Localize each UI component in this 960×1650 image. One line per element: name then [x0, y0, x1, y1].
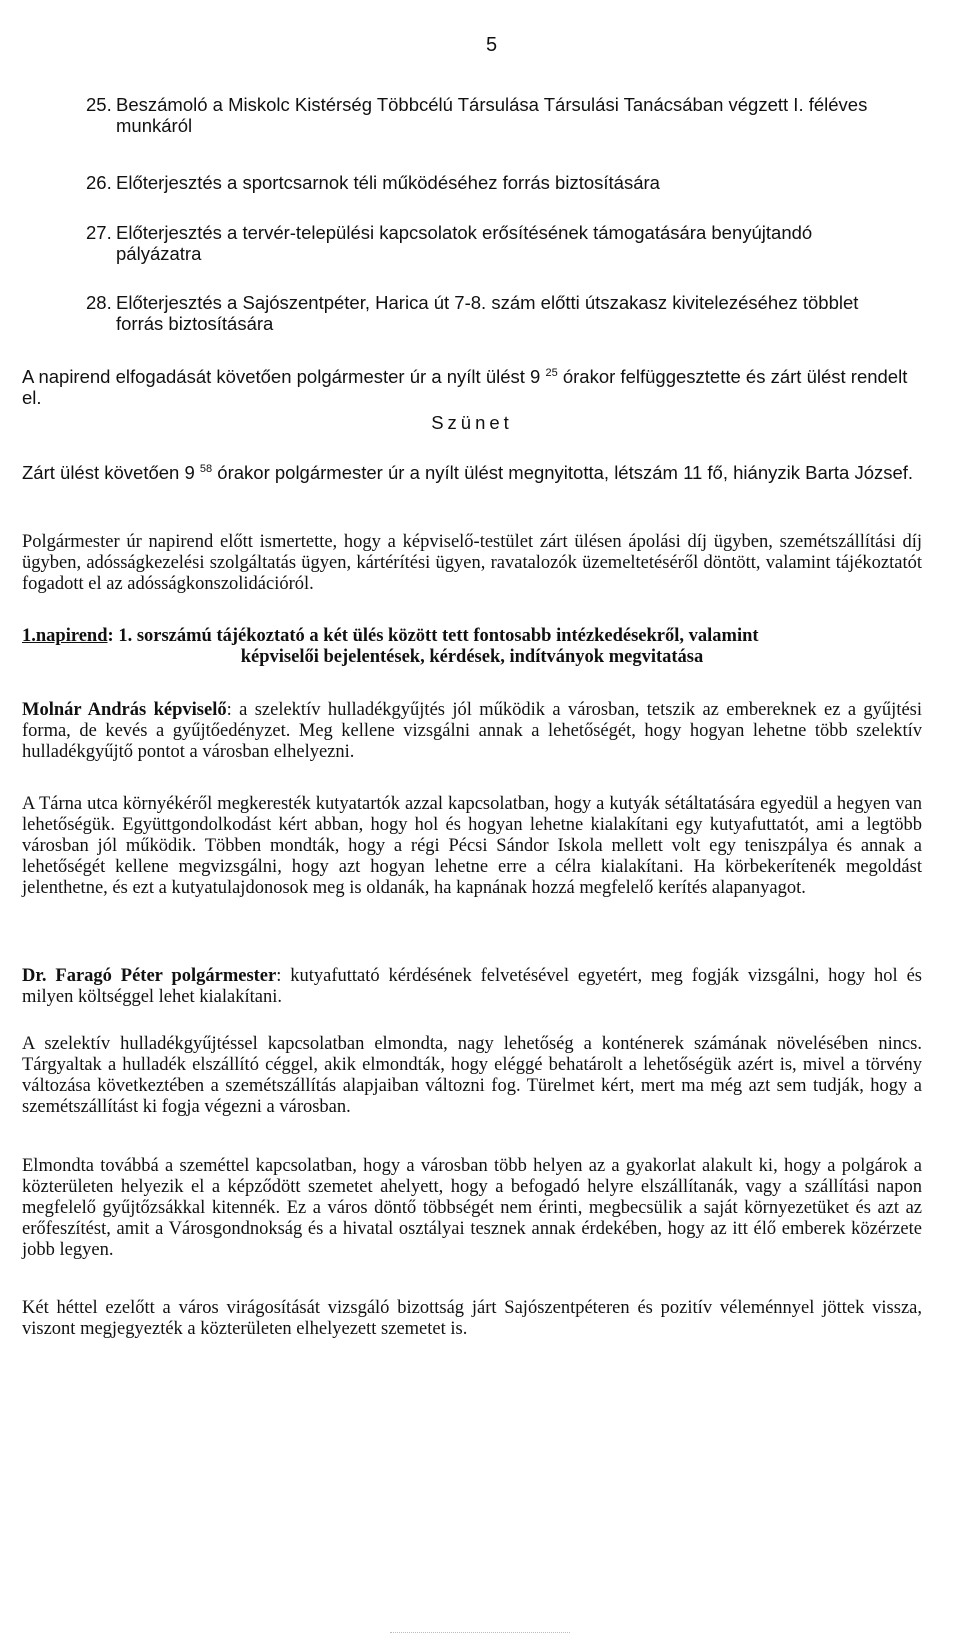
paragraph-tarna — [22, 794, 922, 899]
agenda-item-text: Beszámoló a Miskolc Kistérség Többcélú Társulása Társulási Tanácsában végzett I. féléves — [116, 94, 868, 115]
recess-text-before: A napirend elfogadását követően polgármester úr a nyílt ülést 9 — [22, 366, 541, 387]
paragraph-flower-committee — [22, 1298, 922, 1340]
agenda-item-text: Előterjesztés a Sajószentpéter, Harica út 7-8. szám előtti útszakasz kivitelezéséhez többlet — [116, 292, 859, 313]
paragraph-text: Két héttel ezelőtt a város virágosítását vizsgáló bizottság járt Sajószentpéteren és pozitív véleménnyel jöttek vissza, viszont megjegyezték a közterületen elhelyezett szemetet is. — [22, 1298, 922, 1339]
reopen-paragraph — [22, 462, 922, 483]
agenda-heading — [22, 626, 922, 668]
agenda-heading-label: 1.napirend — [22, 626, 108, 646]
agenda-item-text-continued: forrás biztosítására — [116, 313, 274, 334]
paragraph-text: Elmondta továbbá a szeméttel kapcsolatban, hogy a városban több helyen az a gyakorlat alakult ki, hogy a polgárok a közterületen helyezik el a képződött szemetet ahelyett, hogy a befogadó helyre elszállítanák, vagy a szállítási napon megfelelő gyűjtőzsákkal kitennék. Ez a város döntő többségét nem érinti, megbecsülik a saját környezetüket és azt az erőfeszítést, amit a Városgondnokság és a hivatal osztályai tesznek annak érdekében, hogy az itt élő emberek közérzete jobb legyen. — [22, 1156, 922, 1260]
agenda-heading-title: 1. sorszámú tájékoztató a két ülés között tett fontosabb intézkedésekről, valamint — [118, 626, 759, 646]
scan-artifact-divider — [390, 1632, 570, 1633]
agenda-item-number: 28. — [86, 292, 112, 313]
paragraph-text: A Tárna utca környékéről megkeresték kutyatartók azzal kapcsolatban, hogy a kutyák sétáltatására egyedül a hegyen van lehetőségük. Együttgondolkodást kért abban, hogy hol és hogyan lehetne kialakítani egy kutyafuttatót, ami a legtöbb városban jól működik. Többen mondták, hogy a régi Pécsi Sándor Iskola mellett volt egy teniszpálya és annak a lehetőségét kellene megvizsgálni, hogy azt hogyan lehetne erre a célra kialakítani. Ha körbekerítenék megoldást jelenthetne, és ezt a kutyatulajdonosok meg is oldanák, ha kapnának hozzá megfelelő kerítés alapanyagot. — [22, 794, 922, 898]
speaker-name: Molnár András képviselő — [22, 700, 227, 720]
paragraph-farago — [22, 966, 922, 1008]
paragraph-garbage — [22, 1156, 922, 1261]
paragraph-molnar — [22, 700, 922, 763]
agenda-item-text-continued: munkáról — [116, 115, 193, 136]
recess-time-minutes: 25 — [545, 366, 558, 379]
recess-paragraph — [22, 366, 922, 408]
reopen-time-minutes: 58 — [199, 462, 213, 475]
agenda-item-text-continued: pályázatra — [116, 243, 202, 264]
closed-session-summary: Polgármester úr napirend előtt ismertette, hogy a képviselő-testület zárt ülésen ápolási díj ügyben, szemétszállítási díj ügyben, adósságkezelési szolgáltatás ügyen, kártérítési ügyen, ravatalozók üzemeltetéséről döntött, valamint tájékoztatót fogadott el az adósságkonszolidációról. — [22, 532, 922, 594]
speaker-name: Dr. Faragó Péter polgármester — [22, 966, 277, 986]
paragraph-text: A szelektív hulladékgyűjtéssel kapcsolatban elmondta, nagy lehetőség a konténerek számának növelésében nincs. Tárgyaltak a hulladék elszállító céggel, akik elmondták, hogy eléggé behatárolt a lehetőségük azért is, mivel a törvény változása következtében a szemétszállítás alapjaiban változni fog. Türelmet kért, mert ma még azt sem tudják, hogy a szemétszállítást ki fogja végezni a városban. — [22, 1034, 922, 1117]
agenda-item-25 — [86, 94, 928, 136]
agenda-item-text: Előterjesztés a tervér-települési kapcsolatok erősítésének támogatására benyújtandó — [116, 222, 813, 243]
agenda-item-number: 26. — [86, 172, 112, 193]
paragraph-text: : a szelektív hulladékgyűjtés jól működik a városban, tetszik az embereknek ez a gyűjtési forma, de kevés a gyűjtőedényzet. Meg kellene vizsgálni annak a lehetőségét, hogy hogyan lehetne több szelektív hulladékgyűjtő pontot a városban elhelyezni. — [22, 700, 923, 762]
paragraph-text: : kutyafuttató kérdésének felvetésével egyetért, meg fogják vizsgálni, hogy hol és milyen költséggel lehet kialakítani. — [22, 966, 922, 1007]
page-number: 5 — [486, 34, 498, 56]
recess-text-after: órakor felfüggesztette és zárt ülést rendelt el. — [22, 366, 908, 408]
agenda-item-26 — [86, 172, 928, 193]
agenda-item-28 — [86, 292, 928, 334]
agenda-item-27 — [86, 222, 928, 264]
agenda-heading-colon: : — [107, 626, 114, 646]
paragraph-selective-waste — [22, 1034, 922, 1118]
reopen-text-after: órakor polgármester úr a nyílt ülést megnyitotta, létszám 11 fő, hiányzik Barta József. — [217, 462, 914, 483]
agenda-item-text: Előterjesztés a sportcsarnok téli működéséhez forrás biztosítására — [116, 172, 660, 193]
agenda-heading-title-continued: képviselői bejelentések, kérdések, indítványok megvitatása — [240, 647, 704, 667]
agenda-item-number: 25. — [86, 94, 112, 115]
reopen-text-before: Zárt ülést követően 9 — [22, 462, 195, 483]
recess-title: Szünet — [431, 412, 513, 433]
agenda-item-number: 27. — [86, 222, 112, 243]
